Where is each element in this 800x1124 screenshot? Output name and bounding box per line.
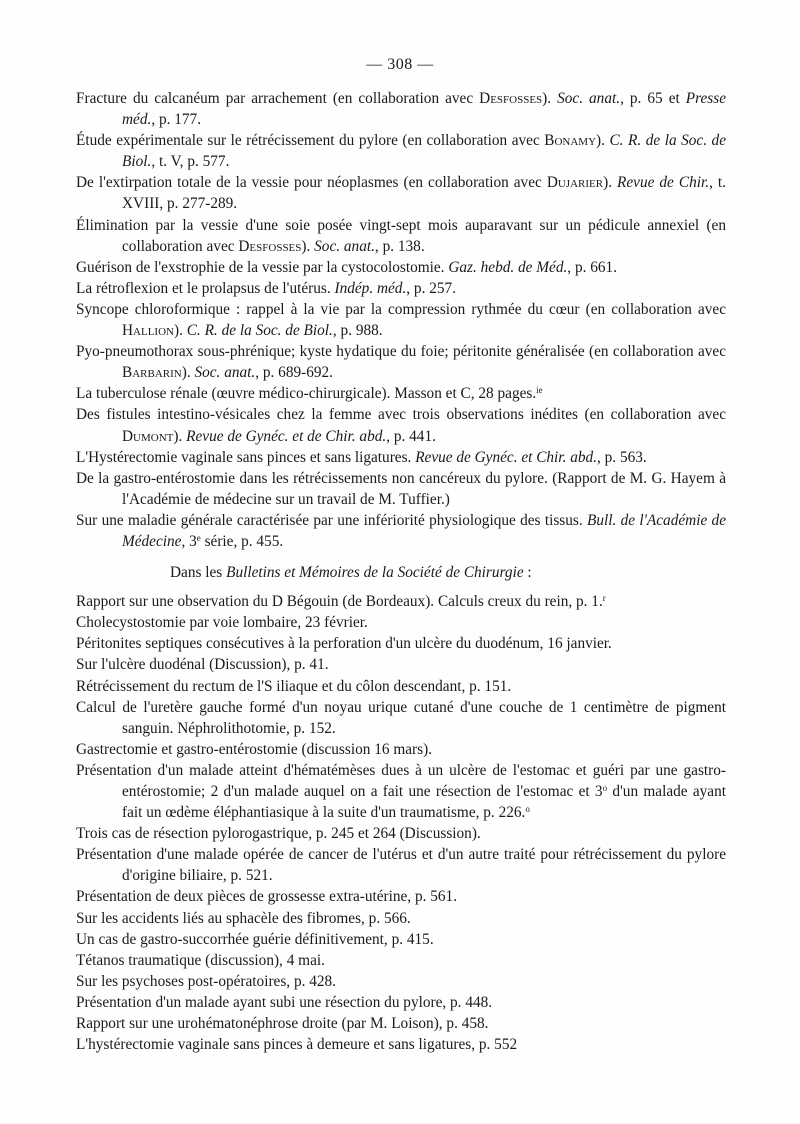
entry-a-text: De la gastro-entérostomie dans les rétrécissements non cancéreux du pylore. (Rapport de M. G. Hayem à l'Académie de médecine sur un travail de M. Tuffier.) — [76, 469, 726, 508]
entry-c-text: , p. 65 et — [620, 90, 686, 107]
section-heading-title: Bulletins et Mémoires de la Société de Chirurgie — [226, 564, 524, 582]
bibliography-entry — [76, 468, 726, 510]
entry-b-text: ). — [173, 322, 187, 340]
entry-b-text: ). — [173, 427, 187, 445]
entry-sc-text: Hallion — [122, 322, 174, 340]
bulletins-entry — [76, 654, 726, 675]
bulletins-list — [76, 591, 726, 1055]
entry-sup2-text: o — [525, 804, 530, 815]
entry-a-text: Tétanos traumatique (discussion), 4 mai. — [76, 951, 325, 969]
bulletins-entry — [76, 844, 726, 886]
entry-i-text: Revue de Gynéc. et Chir. abd. — [415, 448, 597, 466]
bulletins-entry — [76, 1013, 726, 1034]
entry-a-text: Présentation d'un malade atteint d'hématémèses dues à un ulcère de l'estomac et guéri par une gastro-entérostomie; 2 — [76, 761, 726, 800]
bibliography-entry — [76, 278, 726, 299]
entry-sc-text: Dumont — [122, 427, 174, 445]
bulletins-entry — [76, 1034, 726, 1055]
bulletins-entry — [76, 739, 726, 760]
entry-a-text: Rétrécissement du rectum de l'S iliaque et du côlon descendant, p. 151. — [76, 677, 512, 695]
entry-c-text: Bégouin (de Bordeaux). Calculs creux du rein, p. 1. — [282, 593, 603, 611]
entry-a-text: Présentation d'une malade opérée de cancer de l'utérus et d'un autre traité pour rétrécissement du pylore d'origine biliaire, p. 521. — [76, 846, 726, 885]
page-content — [76, 88, 726, 1055]
entry-d-text: d'un malade ayant fait un œdème éléphantiasique à la suite d'un traumatisme, p. 226. — [122, 783, 726, 822]
entry-c-text: , p. 689-692. — [255, 364, 333, 382]
entry-a-text: Rapport sur une urohématonéphrose droite (par M. Loison), p. 458. — [76, 1015, 489, 1033]
entry-a-text: De l'extirpation totale de la vessie pour néoplasmes (en collaboration avec — [76, 174, 547, 192]
entry-a-text: Présentation d'un malade ayant subi une résection du pylore, p. 448. — [76, 993, 493, 1011]
entry-sc-text: Barbarin — [122, 364, 182, 382]
entry-i-text: Soc. anat. — [194, 364, 256, 382]
entry-sc-text: Dujarier — [546, 174, 604, 192]
bibliography-entry — [76, 510, 726, 552]
entry-c-text: , t. V, p. 577. — [151, 153, 230, 171]
page-number: — 308 — — [366, 56, 434, 73]
entry-a-text: Sur les accidents liés au sphacèle des fibromes, p. 566. — [76, 909, 411, 927]
entry-a-text: Fracture du calcanéum par arrachement (en collaboration avec — [76, 90, 480, 107]
bibliography-entry — [76, 88, 726, 130]
entry-c-text: , p. 563. — [597, 448, 647, 466]
entry-c-text: d'un malade auquel on a fait une résection de l'estomac et 3 — [218, 783, 603, 800]
bibliography-entry — [76, 257, 726, 278]
entry-a-text: La tuberculose rénale (œuvre médico-chirurgicale). Masson et C — [76, 385, 471, 403]
entry-sup-text: o — [602, 783, 608, 793]
bibliography-entry — [76, 447, 726, 468]
entry-i-text: Indép. méd. — [334, 279, 407, 297]
entry-d-text: série, p. 455. — [200, 532, 284, 550]
entry-c-text: , 3 — [181, 532, 197, 550]
entry-a-text: L'hystérectomie vaginale sans pinces à demeure et sans ligatures, p. 552 — [76, 1036, 518, 1054]
bibliography-entry — [76, 404, 726, 446]
bibliography-entry — [76, 172, 726, 214]
entry-i-text: C. R. de la Soc. de Biol. — [186, 322, 333, 340]
bibliography-entry — [76, 130, 726, 172]
entry-b-text: ). — [596, 132, 610, 150]
entry-a-text: Gastrectomie et gastro-entérostomie (discussion 16 mars). — [76, 740, 432, 758]
bibliography-entry — [76, 215, 726, 257]
bulletins-entry — [76, 676, 726, 697]
entry-a-text: Présentation de deux pièces de grossesse extra-utérine, p. 561. — [76, 888, 458, 906]
bulletins-entry — [76, 971, 726, 992]
entry-b-text: ). — [542, 90, 558, 107]
entry-a-text: Trois cas de résection pylorogastrique, p. 245 et 264 (Discussion). — [76, 825, 481, 843]
bulletins-entry — [76, 760, 726, 823]
entry-i-text: Revue de Chir. — [617, 174, 710, 192]
entry-sc-text: Desfosses — [479, 90, 543, 107]
bibliography-entry — [76, 341, 726, 383]
bulletins-entry — [76, 992, 726, 1013]
entry-a-text: La rétroflexion et le prolapsus de l'utérus. — [76, 279, 335, 297]
entry-sc-text: Desfosses — [238, 237, 302, 255]
entry-a-text: Sur l'ulcère duodénal (Discussion), p. 41. — [76, 656, 329, 674]
section-heading — [76, 562, 726, 583]
entry-i-text: Soc. anat. — [557, 90, 621, 107]
bulletins-entry — [76, 886, 726, 907]
entry-a-text: Étude expérimentale sur le rétrécissement du pylore (en collaboration avec — [76, 132, 545, 150]
entry-c-text: , p. 257. — [406, 279, 456, 297]
entry-c-text: , p. 138. — [374, 237, 425, 255]
entry-sup-text: ie — [536, 385, 543, 396]
entry-a-text: Rapport sur une observation du D — [76, 593, 283, 611]
bulletins-entry — [76, 633, 726, 654]
entry-d-text: , p. 177. — [151, 111, 202, 129]
entry-b-text: ). — [301, 237, 315, 255]
entry-a-text: Guérison de l'exstrophie de la vessie par la cystocolostomie. — [76, 258, 449, 276]
entry-c-text: , p. 661. — [567, 258, 618, 276]
entry-a-text: Sur une maladie générale caractérisée par une infériorité physiologique des tissus. — [76, 511, 587, 529]
bulletins-entry — [76, 823, 726, 844]
entry-b-text: ). — [603, 174, 618, 192]
entry-a-text: Pyo-pneumothorax sous-phrénique; kyste hydatique du foie; péritonite généralisée (en collaboration avec — [76, 343, 726, 361]
entry-i-text: Soc. anat. — [314, 237, 375, 255]
section-heading-post: : — [523, 564, 532, 582]
entry-sc-text: Bonamy — [544, 132, 597, 150]
bulletins-entry — [76, 950, 726, 971]
entry-c-text: , p. 988. — [332, 322, 383, 340]
entry-sup-text: r — [602, 593, 606, 604]
bulletins-entry — [76, 612, 726, 633]
entry-i2-text: Presse méd. — [122, 90, 726, 129]
entry-a-text: Péritonites septiques consécutives à la perforation d'un ulcère du duodénum, 16 janvier. — [76, 635, 612, 653]
bibliography-list — [76, 88, 726, 552]
entry-a-text: Un cas de gastro-succorrhée guérie définitivement, p. 415. — [76, 930, 434, 948]
entry-a-text: Cholecystostomie par voie lombaire, 23 février. — [76, 614, 368, 632]
entry-i-text: Gaz. hebd. de Méd. — [448, 258, 568, 276]
entry-a-text: Des fistules intestino-vésicales chez la femme avec trois observations inédites (en collaboration avec — [76, 406, 726, 424]
entry-c-text: , 28 pages. — [470, 385, 537, 403]
bibliography-entry — [76, 383, 726, 404]
entry-b-text: ). — [181, 364, 195, 382]
entry-i-text: Revue de Gynéc. et de Chir. abd. — [186, 427, 387, 445]
bibliography-entry — [76, 299, 726, 341]
entry-sup-text: e — [196, 532, 201, 543]
entry-c-text: , t. XVIII, p. 277-289. — [122, 174, 726, 213]
entry-a-text: Élimination par la vessie d'une soie posée vingt-sept mois auparavant sur un pédicule annexiel (en collaboration avec — [76, 216, 726, 255]
entry-i-text: Bull. de l'Académie de Médecine — [122, 511, 726, 550]
entry-a-text: Syncope chloroformique : rappel à la vie par la compression rythmée du cœur (en collaboration avec — [76, 300, 726, 318]
entry-a-text: L'Hystérectomie vaginale sans pinces et sans ligatures. — [76, 448, 416, 466]
entry-a-text: Sur les psychoses post-opératoires, p. 428. — [76, 972, 337, 990]
bulletins-entry — [76, 929, 726, 950]
section-heading-pre: Dans les — [170, 564, 227, 582]
bulletins-entry — [76, 697, 726, 739]
entry-c-text: , p. 441. — [386, 427, 436, 445]
entry-a-text: Calcul de l'uretère gauche formé d'un noyau urique cutané d'une couche de 1 centimètre de pigment sanguin. Néphrolithotomie, p. 152. — [76, 698, 726, 737]
bulletins-entry — [76, 591, 726, 612]
entry-i-text: C. R. de la Soc. de Biol. — [122, 132, 726, 171]
bulletins-entry — [76, 908, 726, 929]
